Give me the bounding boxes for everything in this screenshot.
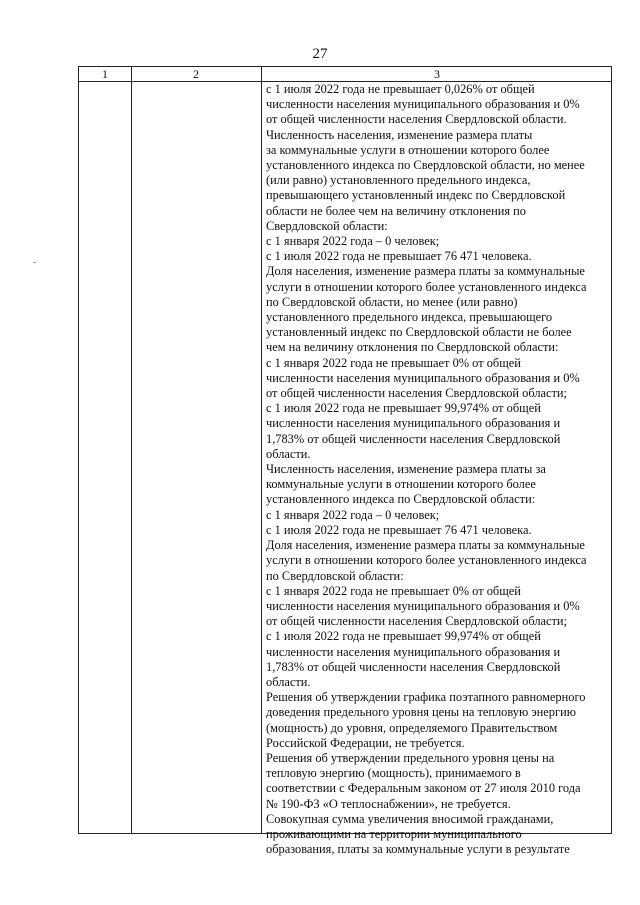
text-line: области. <box>266 446 311 461</box>
text-line: проживающими на территории муниципального <box>266 826 522 841</box>
text-line: численности населения муниципального образования и 0% <box>266 598 580 613</box>
text-line: области. <box>266 674 311 689</box>
text-line: с 1 июля 2022 года не превышает 99,974% от общей <box>266 629 541 644</box>
text-line: с 1 января 2022 года – 0 человек; <box>266 234 440 249</box>
column-header-1: 1 <box>102 67 108 81</box>
text-line: с 1 июля 2022 года не превышает 76 471 человека. <box>266 522 532 537</box>
column-header-2: 2 <box>193 67 199 81</box>
text-line: численности населения муниципального образования и <box>266 416 561 431</box>
text-line: коммунальные услуги в отношении которого более <box>266 477 536 492</box>
column-divider-2 <box>261 67 262 833</box>
text-line: образования, платы за коммунальные услуги в результате <box>266 842 570 857</box>
text-line: с 1 января 2022 года не превышает 0% от общей <box>266 583 521 598</box>
text-line: 1,783% от общей численности населения Свердловской <box>266 659 561 674</box>
text-line: от общей численности населения Свердловской области; <box>266 614 567 629</box>
text-line: Российской Федерации, не требуется. <box>266 735 465 750</box>
text-line: Доля населения, изменение размера платы за коммунальные <box>266 538 585 553</box>
text-line: Решения об утверждении графика поэтапного равномерного <box>266 690 586 705</box>
text-line: по Свердловской области, но менее (или равно) <box>266 294 518 309</box>
text-line: Численность населения, изменение размера платы за <box>266 462 546 477</box>
text-line: Доля населения, изменение размера платы за коммунальные <box>266 264 585 279</box>
text-line: численности населения муниципального образования и 0% <box>266 370 580 385</box>
text-line: с 1 января 2022 года – 0 человек; <box>266 507 440 522</box>
text-line: с 1 января 2022 года не превышает 0% от общей <box>266 355 521 370</box>
text-line: соответствии с Федеральным законом от 27 июля 2010 года <box>266 781 581 796</box>
page-number: 27 <box>312 46 328 62</box>
column-divider-1 <box>131 67 132 833</box>
text-line: тепловую энергию (мощность), принимаемого в <box>266 766 521 781</box>
text-line: установленного индекса по Свердловской области: <box>266 492 536 507</box>
text-line: численности населения муниципального образования и 0% <box>266 97 580 112</box>
margin-mark <box>33 262 36 263</box>
text-line: (или равно) установленного предельного индекса, <box>266 173 531 188</box>
text-line: от общей численности населения Свердловской области; <box>266 386 567 401</box>
text-line: Решения об утверждении предельного уровня цены на <box>266 750 555 765</box>
text-line: услуги в отношении которого более установленного индекса <box>266 553 587 568</box>
text-line: доведения предельного уровня цены на тепловую энергию <box>266 705 576 720</box>
text-line: по Свердловской области: <box>266 568 404 583</box>
text-line: установленного предельного индекса, превышающего <box>266 310 553 325</box>
text-line: области не более чем на величину отклонения по <box>266 203 526 218</box>
text-line: чем на величину отклонения по Свердловской области: <box>266 340 559 355</box>
text-line: услуги в отношении которого более установленного индекса <box>266 279 587 294</box>
text-line: с 1 июля 2022 года не превышает 99,974% от общей <box>266 401 541 416</box>
text-line: численности населения муниципального образования и <box>266 644 561 659</box>
text-line: установленного индекса по Свердловской области, но менее <box>266 158 585 173</box>
text-line: установленный индекс по Свердловской области не более <box>266 325 572 340</box>
text-line: 1,783% от общей численности населения Свердловской <box>266 431 561 446</box>
text-line: превышающего установленный индекс по Свердловской <box>266 188 566 203</box>
text-line: (мощность) до уровня, определяемого Правительством <box>266 720 558 735</box>
text-line: с 1 июля 2022 года не превышает 76 471 человека. <box>266 249 532 264</box>
column-3-text <box>266 82 608 857</box>
text-line: Свердловской области: <box>266 218 388 233</box>
text-line: с 1 июля 2022 года не превышает 0,026% от общей <box>266 82 535 96</box>
text-line: № 190-ФЗ «О теплоснабжении», не требуется. <box>266 796 511 811</box>
column-header-3: 3 <box>434 67 440 81</box>
text-line: Численность населения, изменение размера платы <box>266 127 533 142</box>
text-line: от общей численности населения Свердловской области. <box>266 112 567 127</box>
document-table <box>78 66 612 857</box>
text-line: за коммунальные услуги в отношении которого более <box>266 142 550 157</box>
text-line: Совокупная сумма увеличения вносимой гражданами, <box>266 811 554 826</box>
